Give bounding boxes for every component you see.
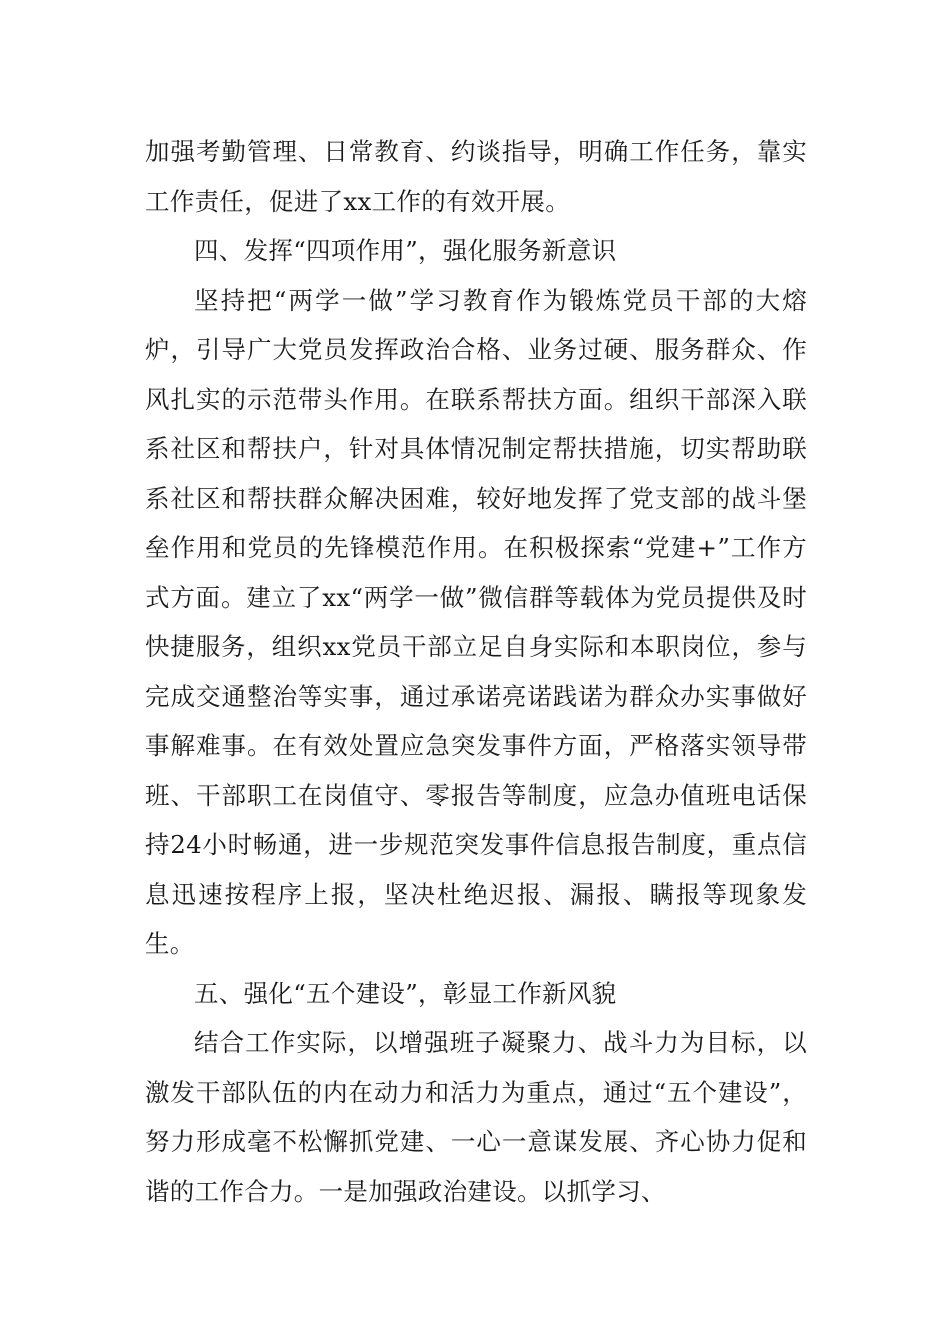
- continuation-paragraph: 加强考勤管理、日常教育、约谈指导，明确工作任务，靠实工作责任，促进了xx工作的有效开展。: [145, 137, 807, 216]
- body-paragraph: 结合工作实际，以增强班子凝聚力、战斗力为目标，以激发干部队伍的内在动力和活力为重点，通过“五个建设”，努力形成毫不松懈抓党建、一心一意谋发展、齐心协力促和谐的工作合力。一是加强政治建设。以抓学习、: [145, 1028, 807, 1206]
- section-heading-four: 四、发挥“四项作用”，强化服务新意识: [194, 236, 617, 265]
- section-heading-five: 五、强化“五个建设”，彰显工作新风貌: [194, 978, 617, 1008]
- body-paragraph: 坚持把“两学一做”学习教育作为锻炼党员干部的大熔炉，引导广大党员发挥政治合格、业务过硬、服务群众、作风扎实的示范带头作用。在联系帮扶方面。组织干部深入联系社区和帮扶户，针对具体情况制定帮扶措施，切实帮助联系社区和帮扶群众解决困难，较好地发挥了党支部的战斗堡垒作用和党员的先锋模范作用。在积极探索“党建+”工作方式方面。建立了xx“两学一做”微信群等载体为党员提供及时快捷服务，组织xx党员干部立足自身实际和本职岗位，参与完成交通整治等实事，通过承诺亮诺践诺为群众办实事做好事解难事。在有效处置应急突发事件方面，严格落实领导带班、干部职工在岗值守、零报告等制度，应急办值班电话保持24小时畅通，进一步规范突发事件信息报告制度，重点信息迅速按程序上报，坚决杜绝迟报、漏报、瞒报等现象发生。: [145, 285, 807, 958]
- document-body: [145, 127, 807, 1216]
